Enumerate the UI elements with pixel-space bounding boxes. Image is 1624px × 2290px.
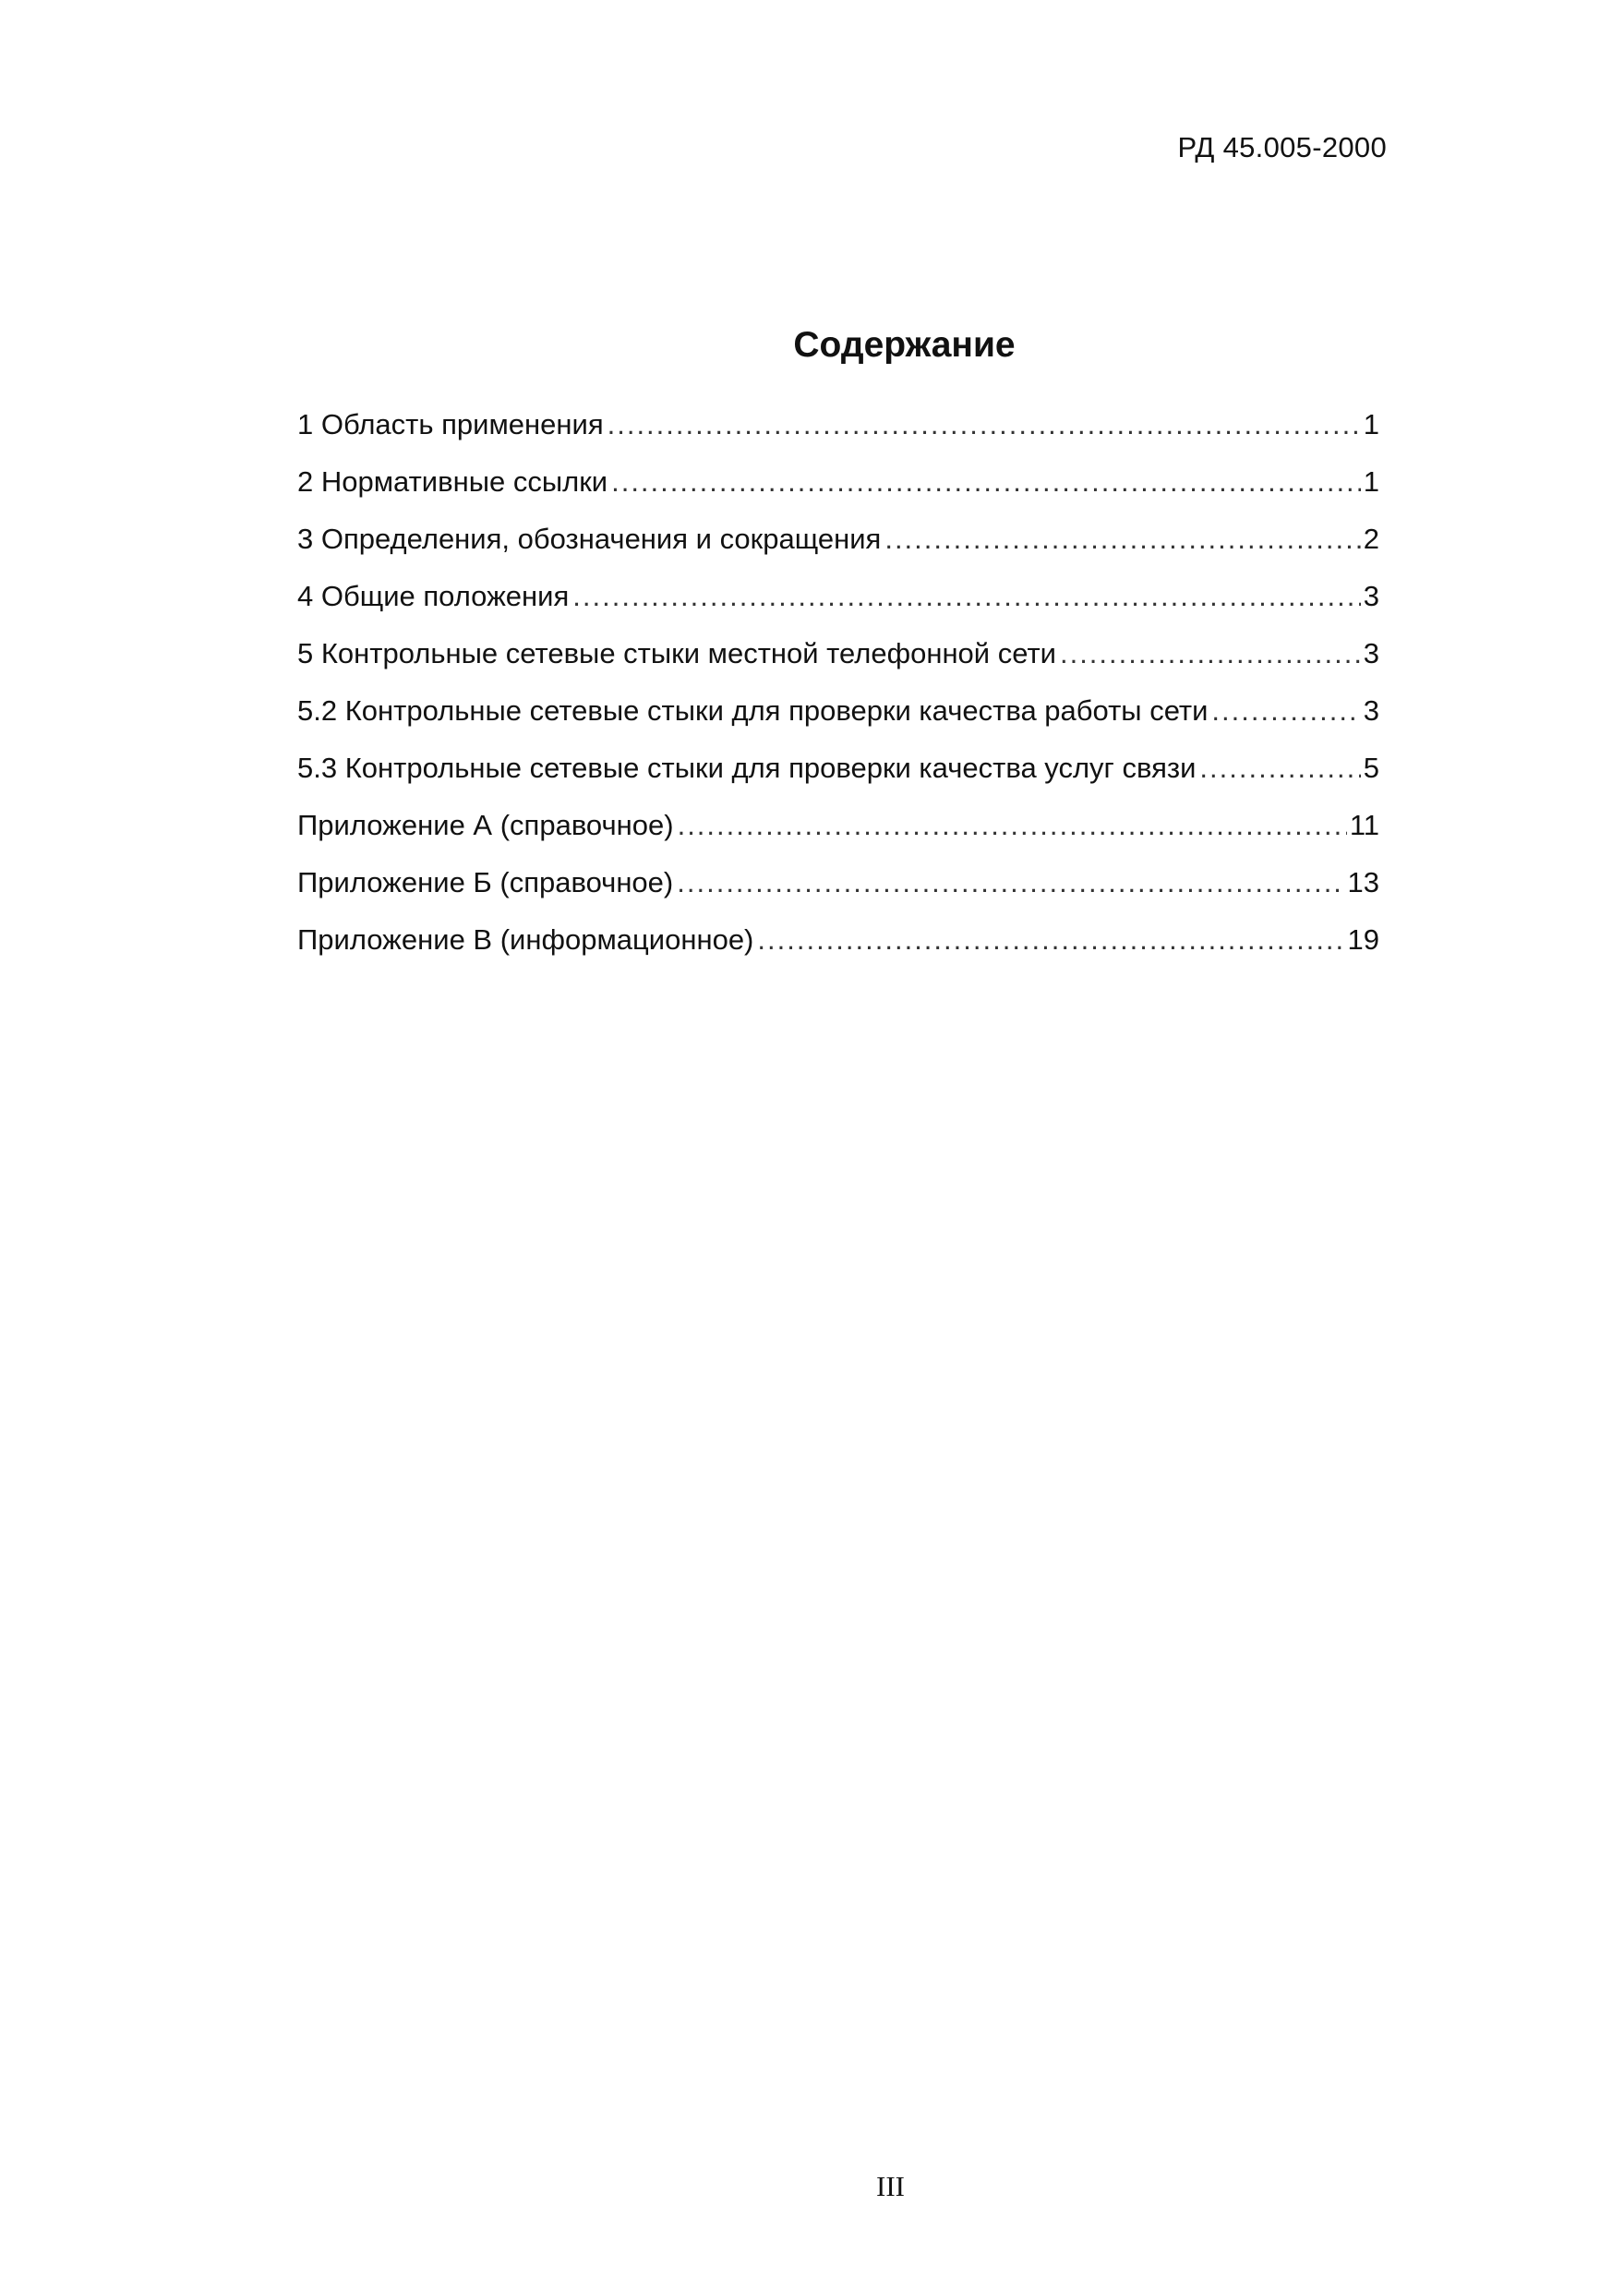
toc-leader-dots xyxy=(678,809,1347,842)
toc-entry xyxy=(297,580,1379,637)
toc-entry-title: Приложение А (справочное) xyxy=(297,809,674,841)
toc-entry-title: Приложение В (информационное) xyxy=(297,923,754,956)
toc-entry-title: 5.3 Контрольные сетевые стыки для проверки качества услуг связи xyxy=(297,752,1197,784)
toc-entry xyxy=(297,866,1379,923)
toc-entry-title: 1 Область применения xyxy=(297,408,604,440)
toc-entry xyxy=(297,408,1379,465)
toc-entry-page: 5 xyxy=(1363,752,1379,784)
toc-entry-page: 11 xyxy=(1349,809,1379,841)
toc-entry-page: 19 xyxy=(1347,923,1379,956)
toc-leader-dots xyxy=(611,465,1361,499)
toc-entry-title: 5.2 Контрольные сетевые стыки для проверки качества работы сети xyxy=(297,694,1209,727)
toc-leader-dots xyxy=(677,866,1344,899)
toc-title: Содержание xyxy=(793,325,1016,365)
toc-entry-title: 3 Определения, обозначения и сокращения xyxy=(297,523,882,555)
toc-entry xyxy=(297,694,1379,752)
toc-entry xyxy=(297,752,1379,809)
toc-entry xyxy=(297,809,1379,866)
toc-entry-page: 3 xyxy=(1363,637,1379,669)
toc-leader-dots xyxy=(757,923,1344,957)
toc-entry-title: Приложение Б (справочное) xyxy=(297,866,674,898)
toc-entry-page: 3 xyxy=(1363,580,1379,612)
toc-leader-dots xyxy=(572,580,1360,613)
toc-entry xyxy=(297,465,1379,523)
toc-entry-page: 13 xyxy=(1347,866,1379,898)
toc-leader-dots xyxy=(607,408,1361,441)
toc-leader-dots xyxy=(1211,694,1360,728)
toc-entry-title: 4 Общие положения xyxy=(297,580,570,612)
toc-entry-title: 2 Нормативные ссылки xyxy=(297,465,608,498)
document-code: РД 45.005-2000 xyxy=(1177,131,1387,163)
toc-entry xyxy=(297,923,1379,981)
toc-entry xyxy=(297,637,1379,694)
toc-entry-page: 3 xyxy=(1363,694,1379,727)
table-of-contents xyxy=(297,408,1379,981)
toc-entry xyxy=(297,523,1379,580)
toc-leader-dots xyxy=(884,523,1360,556)
toc-entry-title: 5 Контрольные сетевые стыки местной телефонной сети xyxy=(297,637,1056,669)
toc-leader-dots xyxy=(1060,637,1361,670)
toc-entry-page: 1 xyxy=(1363,465,1379,498)
toc-leader-dots xyxy=(1199,752,1360,785)
page-number: III xyxy=(876,2170,905,2202)
toc-entry-page: 1 xyxy=(1363,408,1379,440)
toc-entry-page: 2 xyxy=(1363,523,1379,555)
